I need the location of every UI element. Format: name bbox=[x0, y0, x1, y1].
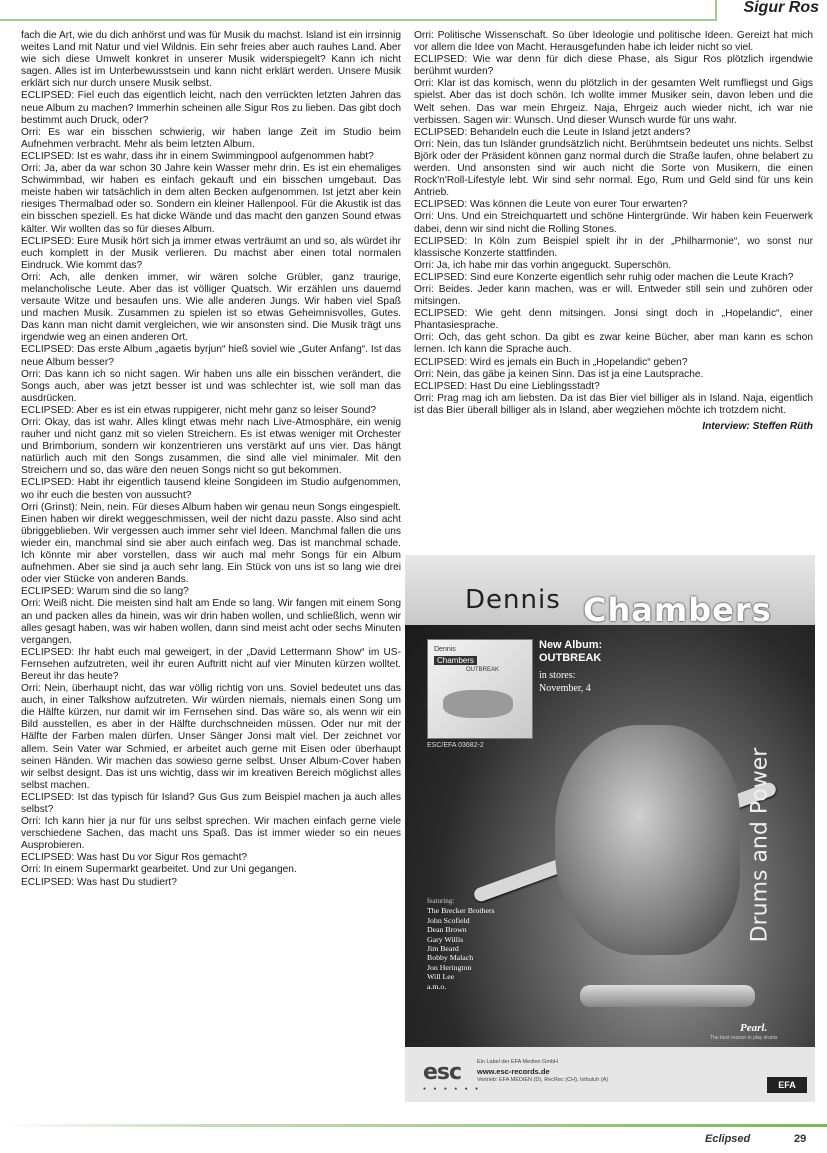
featuring-item: The Brecker Brothers bbox=[427, 906, 495, 916]
featuring-item: Dean Brown bbox=[427, 925, 467, 935]
cover-artist: Dennis bbox=[434, 646, 456, 653]
paragraph: ECLIPSED: Ist das typisch für Island? Gus Gus zum Beispiel machen ja auch alles selbst? bbox=[21, 791, 401, 815]
in-stores-label: in stores: bbox=[539, 670, 576, 681]
featuring-item: Gary Willis bbox=[427, 934, 464, 944]
album-cover bbox=[427, 639, 533, 739]
paragraph: ECLIPSED: Was hast Du vor Sigur Ros gemacht? bbox=[21, 852, 248, 864]
ad-label-bar bbox=[405, 1047, 815, 1102]
paragraph: ECLIPSED: Habt ihr eigentlich tausend kleine Songideen im Studio aufgenommen, wo ihr euch die besten von aussucht? bbox=[21, 477, 401, 501]
featuring-item: John Scofield bbox=[427, 915, 470, 925]
header-rule bbox=[0, 19, 827, 21]
paragraph: fach die Art, wie du dich anhörst und was für Musik du machst. Island ist ein irrsinnig weites Land mit Natur und viel Wildnis. Ein sehr freies aber auch rauhes Land. Aber wie sich diese Umwelt konkret in unserer Musik widerspiegelt? Kann ich nicht sagen. Alles ist im Unterbewusstsein und kann nicht erklärt werden. Unsere Musik erklärt sich nur durch unsere Musik selbst. bbox=[21, 30, 401, 90]
paragraph: ECLIPSED: Aber es ist ein etwas ruppigerer, nicht mehr ganz so leiser Sound? bbox=[21, 404, 377, 416]
paragraph: Orri: Das kann ich so nicht sagen. Wir haben uns alle ein bisschen verändert, die Songs auch, aber was jetzt besser ist und was schlechter ist, wie soll man das ausdrücken. bbox=[21, 368, 401, 404]
paragraph: Orri: Okay, das ist wahr. Alles klingt etwas mehr nach Live-Atmosphäre, ein wenig rauher und nicht ganz mit so vielen Streichern. Es ist etwas weniger mit Orchester und Brimborium, sondern wir konzentrieren uns verstärkt auf uns vier. Das hängt natürlich auch mit den Songs zusammen, die sind alle viel minimaler. Mit den Streichern und so, das wäre den neuen Songs nicht so gut bekommen. bbox=[21, 417, 401, 477]
ad-tagline bbox=[740, 685, 780, 1005]
featuring-item: Jim Beard bbox=[427, 944, 459, 954]
paragraph: Orri: Ja, aber da war schon 30 Jahre kein Wasser mehr drin. Es ist ein ehemaliges Schwimmbad, wir haben es einfach gekauft und ein bisschen umgebaut. Das meiste haben wir tatsächlich in dem alten Becken aufgenommen. Ist jetzt aber kein riesiges Thermalbad oder so. Sondern ein kleiner Hallenpool. Für die Akustik ist das ein bisschen speziell. Es hat dicke Wände und das macht den ganzen Sound etwas kälter. Wir wollten das so für dieses Album. bbox=[21, 163, 401, 235]
footer-magazine-name: Eclipsed bbox=[705, 1133, 751, 1145]
article-column-right-body bbox=[414, 30, 813, 417]
label-distribution: Vertrieb: EFA MEDIEN (D), RecRec (CH), Ixthuluh (A) bbox=[477, 1077, 609, 1083]
ad-artist-last-name: Chambers bbox=[583, 591, 772, 629]
paragraph: Orri: Prag mag ich am liebsten. Da ist das Bier viel billiger als in Island. Naja, eigentlich ist das Bier überall billiger als in Island, aber wegziehen möchte ich trotzdem nicht. bbox=[414, 392, 813, 416]
featuring-item: Bobby Malach bbox=[427, 953, 474, 963]
paragraph: Orri: Uns. Und ein Streichquartett und schöne Hintergründe. Wir haben kein Feuerwerk dabei, denn wir sind nicht die Rolling Stones. bbox=[414, 211, 813, 235]
paragraph: Orri (Grinst): Nein, nein. Für dieses Album haben wir genau neun Songs eingespielt. Einen haben wir direkt weggeschmissen, weil der nicht dazu passte. Also sind acht übriggeblieben. Wir vergessen auch immer sehr viel Ideen. Manchmal fallen die uns wieder ein, manchmal sind sie aber auch einfach weg. Das ist manchmal schade. Ich könnte mir aber vorstellen, dass wir auch mal mehr Songs für ein Album aufnehmen. Aber sie sind ja auch sehr lang. Ein Stück von uns ist so lang wie drei oder vier Stücke von anderen Bands. bbox=[21, 501, 401, 586]
paragraph: Orri: Ach, alle denken immer, wir wären solche Grübler, ganz traurige, melancholische Leute. Aber das ist völliger Quatsch. Wir erzählen uns dauernd versaute Witze und besaufen uns. Wie alle anderen Jungs. Wir haben viel Spaß und machen Musik. Zusammen zu spielen ist so etwas Geheimnisvolles, Gutes. Das kann man nicht damit vergleichen, wie wir ansonsten sind. Die Musik trägt uns irgendwie weg an einen anderen Ort. bbox=[21, 271, 401, 344]
paragraph: ECLIPSED: Was hast Du studiert? bbox=[21, 876, 177, 888]
esc-logo-dots: ● ● ● ● ● ● bbox=[423, 1086, 482, 1092]
paragraph: Orri: Politische Wissenschaft. So über Ideologie und politische Ideen. Gereizt hat mich vor allem die Idee von Macht. Herausgefunden habe ich leider nicht so viel. bbox=[414, 30, 813, 54]
page-header bbox=[0, 0, 827, 24]
pearl-slogan: The best reason to play drums bbox=[710, 1035, 778, 1041]
featuring-item: Jon Herington bbox=[427, 962, 472, 972]
release-block bbox=[539, 669, 591, 695]
header-tab bbox=[715, 0, 827, 21]
paragraph: Orri: In einem Supermarkt gearbeitet. Und zur Uni gegangen. bbox=[21, 864, 297, 876]
paragraph: Orri: Es war ein bisschen schwierig, wir haben lange Zeit im Studio beim Aufnehmen verbracht. Mehr als beim letzten Album. bbox=[21, 126, 401, 150]
featuring-label: featuring: bbox=[427, 897, 455, 905]
paragraph: ECLIPSED: Hast Du eine Lieblingsstadt? bbox=[414, 380, 600, 392]
paragraph: Orri: Weiß nicht. Die meisten sind halt am Ende so lang. Wir fangen mit einem Song an und packen alles da hinein, was wir drin haben wollen, und schließlich, wenn wir alles gesagt haben, was wir haben wollen, dann sind meist acht oder sechs Minuten vergangen. bbox=[21, 598, 401, 646]
paragraph: ECLIPSED: Wie war denn für dich diese Phase, als Sigur Ros plötzlich irgendwie berühmt wurden? bbox=[414, 54, 813, 78]
paragraph: ECLIPSED: Wie geht denn mitsingen. Jonsi singt doch in „Hopelandic“, einer Phantasiesprache. bbox=[414, 308, 813, 332]
esc-logo: esc bbox=[423, 1060, 462, 1085]
footer-rule bbox=[0, 1124, 827, 1127]
paragraph: Orri: Ich kann hier ja nur für uns selbst sprechen. Wir machen einfach gerne viele verschiedene Sachen, das macht uns Spaß. Das ist immer wieder so ein neues Ausprobieren. bbox=[21, 816, 401, 852]
fist-image bbox=[555, 725, 740, 955]
paragraph: ECLIPSED: Fiel euch das eigentlich leicht, nach den verrückten letzten Jahren das neue Album zu machen? Immerhin scheinen alle Sigur Ros zu lieben. Das gibt doch bestimmt auch Druck, oder? bbox=[21, 90, 401, 126]
interview-credit: Interview: Steffen Rüth bbox=[702, 421, 813, 432]
paragraph: Orri: Klar ist das komisch, wenn du plötzlich in der gesamten Welt rumfliegst und Gigs spielst. Aber das ist doch schön. Ich wollte immer Musiker sein, davon leben und die Welt sehen. Das war mein Ehrgeiz. Naja, Ehrgeiz auch wieder nicht, ich war nie verbissen. Sagen wir: Wunsch. Und dieser Wunsch wurde für uns wahr. bbox=[414, 78, 813, 126]
catalog-number: ESC/EFA 03682-2 bbox=[427, 742, 484, 749]
new-album-label: New Album: bbox=[539, 639, 603, 651]
page-number: 29 bbox=[794, 1133, 807, 1145]
release-date: November, 4 bbox=[539, 683, 591, 694]
paragraph: ECLIPSED: Ihr habt euch mal geweigert, in der „David Lettermann Show“ im US-Fernsehen aufzutreten, weil ihr euren Auftritt nicht auf vier Minuten kürzen wolltet. Bereut ihr das heute? bbox=[21, 646, 401, 682]
efa-logo: EFA bbox=[767, 1077, 807, 1093]
ad-artist-first-name: Dennis bbox=[465, 585, 561, 615]
paragraph: Orri: Ja, ich habe mir das vorhin angeguckt. Superschön. bbox=[414, 259, 672, 271]
tagline-text: Drums and Power bbox=[747, 747, 773, 943]
paragraph: ECLIPSED: Warum sind die so lang? bbox=[21, 586, 189, 598]
new-album-block bbox=[539, 639, 602, 665]
paragraph: ECLIPSED: Was können die Leute von eurer Tour erwarten? bbox=[414, 199, 688, 211]
cover-album: OUTBREAK bbox=[466, 667, 500, 673]
featuring-list bbox=[427, 897, 495, 991]
paragraph: ECLIPSED: In Köln zum Beispiel spielt ihr in der „Philharmonie“, wo sonst nur klassische Konzerte stattfinden. bbox=[414, 235, 813, 259]
paragraph: ECLIPSED: Wird es jemals ein Buch in „Hopelandic“ geben? bbox=[414, 356, 688, 368]
paragraph: ECLIPSED: Behandeln euch die Leute in Island jetzt anders? bbox=[414, 126, 691, 138]
bracelet-image bbox=[580, 985, 755, 1007]
cover-hand-image bbox=[443, 690, 513, 718]
advertisement bbox=[405, 555, 815, 1102]
paragraph: ECLIPSED: Sind eure Konzerte eigentlich sehr ruhig oder machen die Leute Krach? bbox=[414, 271, 794, 283]
album-title: OUTBREAK bbox=[539, 652, 602, 664]
article-column-right bbox=[414, 30, 813, 433]
paragraph: ECLIPSED: Das erste Album „agaetis byrjun“ hieß soviel wie „Guter Anfang“. Ist das neue Album besser? bbox=[21, 344, 401, 368]
pearl-logo: Pearl. bbox=[740, 1022, 768, 1034]
paragraph: Orri: Beides. Jeder kann machen, was er will. Entweder still sein und zuhören oder mitsingen. bbox=[414, 283, 813, 308]
label-url: www.esc-records.de bbox=[477, 1067, 550, 1076]
paragraph: Orri: Nein, das tun Isländer grundsätzlich nicht. Berühmtsein bedeutet uns nichts. Selbst Björk oder der Präsident können ganz normal durch die Straße laufen, ohne belabert zu werden. Und ansonsten sind wir auch nicht die Sorte von Musikern, die einen Rock'n'Roll-Lifestyle lebt. Wir sind sehr normal. Ego, Rum und Geld sind für uns kein Antrieb. bbox=[414, 138, 813, 199]
paragraph: Orri: Och, das geht schon. Da gibt es zwar keine Bücher, aber man kann es schon lernen. Ich kann die Sprache auch. bbox=[414, 332, 813, 356]
paragraph: Orri: Nein, überhaupt nicht, das war völlig richtig von uns. Soviel bedeutet uns das auch, in einer Talkshow aufzutreten. Wir würden niemals, niemals einen Song um die Hälfte kürzen, nur damit wir im Fernsehen sind. Das wäre so, als wenn wir ein Bild ausstellen, es aber in der Hälfte durchschneiden müssen. Oder nur mit der Hälfte der Farben malen dürfen. Unser Sänger Jonsi malt viel. Der zeichnet vor allem. Sein Vater war Schmied, er arbeitet auch gerne mit Eisen oder überhaupt seinen Händen. Wir machen das sowieso gerne selbst. Unser Album-Cover haben wir selbst designt. Das ist uns wichtig, dass wir im kreativen Bereich möglichst alles selbst machen. bbox=[21, 683, 401, 791]
featuring-item: Will Lee bbox=[427, 972, 455, 982]
paragraph: ECLIPSED: Ist es wahr, dass ihr in einem Swimmingpool aufgenommen habt? bbox=[21, 150, 374, 162]
paragraph: ECLIPSED: Eure Musik hört sich ja immer etwas verträumt an und so, als würdet ihr euch komplett in der Musik verlieren. Du machst aber einen total normalen Eindruck. Wie kommt das? bbox=[21, 235, 401, 271]
section-title: Sigur Ros bbox=[743, 0, 819, 16]
featuring-item: a.m.o. bbox=[427, 981, 447, 991]
cover-name: Chambers bbox=[434, 656, 477, 665]
paragraph: Orri: Nein, das gäbe ja keinen Sinn. Das ist ja eine Lautsprache. bbox=[414, 368, 704, 380]
article-column-left bbox=[21, 30, 401, 889]
label-line: Ein Label der EFA Medien GmbH bbox=[477, 1059, 559, 1065]
